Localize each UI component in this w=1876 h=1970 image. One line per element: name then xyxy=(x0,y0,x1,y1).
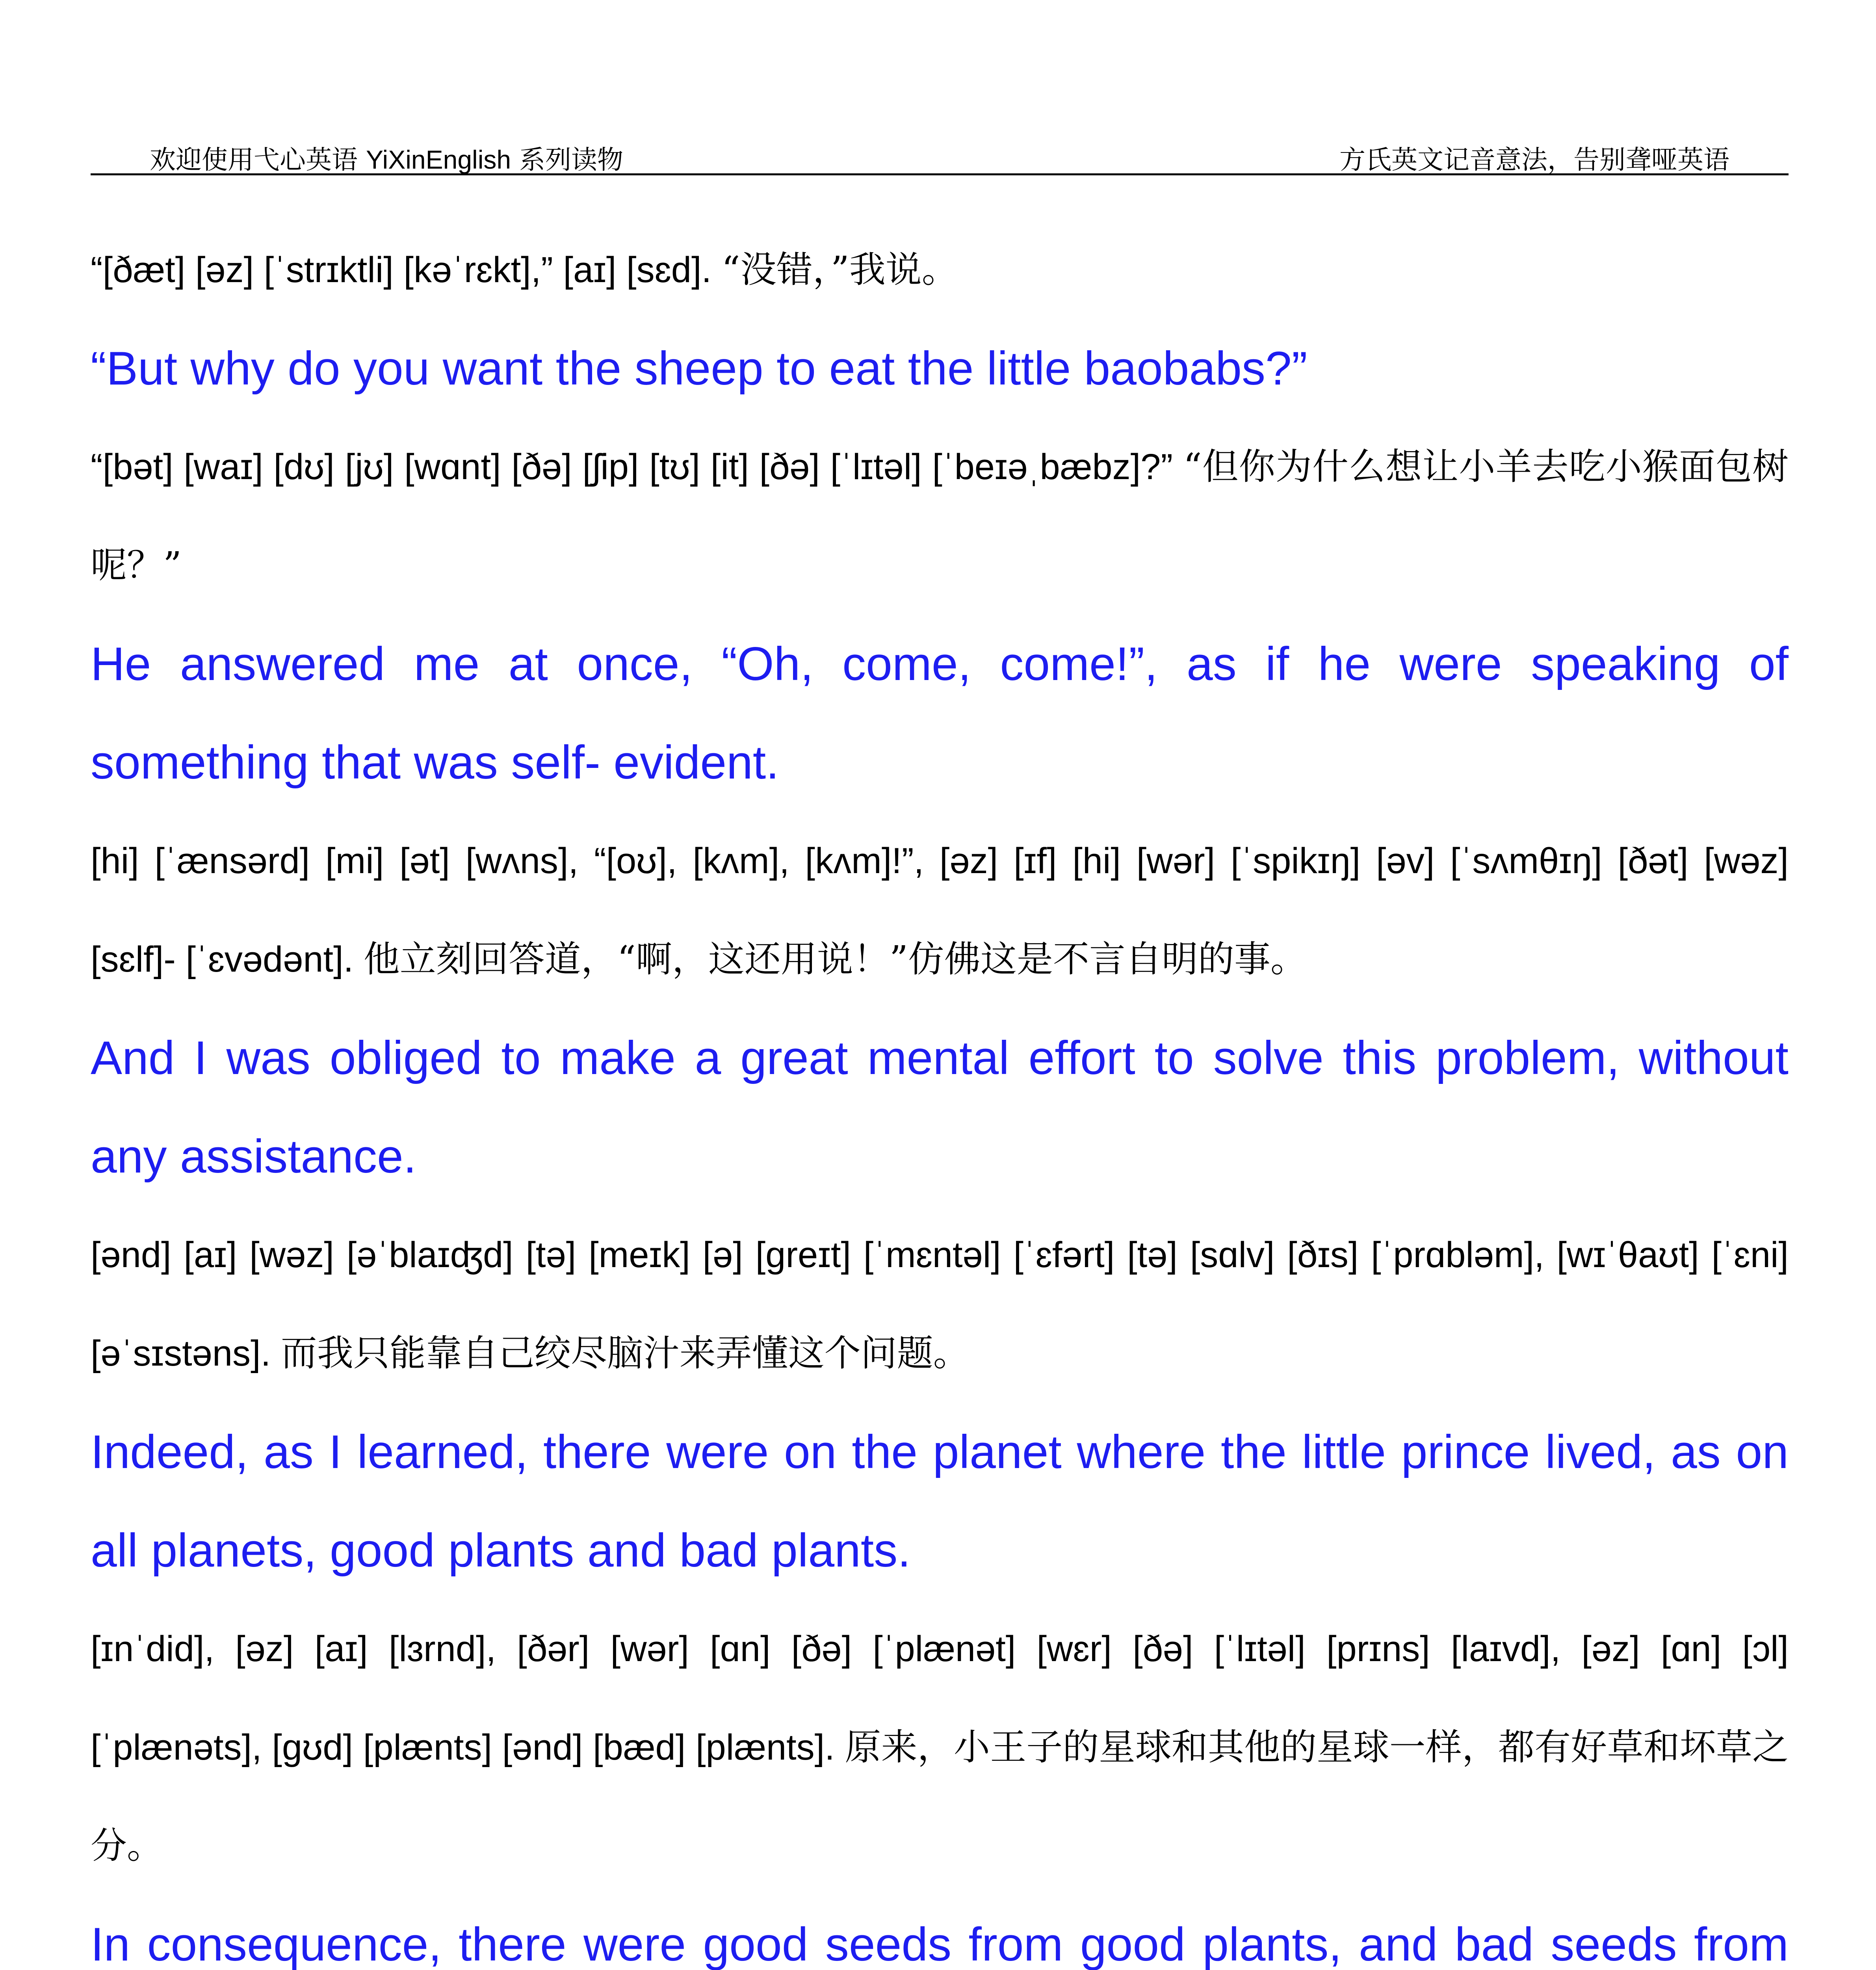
phonetic-text: “[bət] [waɪ] [dʊ] [jʊ] [wɑnt] [ðə] [ʃip] [tʊ] [it] [ðə] [ˈlɪtəl] [ˈbeɪəˌbæbz]?” xyxy=(91,447,1173,487)
phonetic-line xyxy=(91,1600,1789,1895)
page-header xyxy=(91,130,1789,175)
english-sentence: In consequence, there were good seeds from good plants, and bad seeds from xyxy=(91,1918,1789,1970)
phonetic-line xyxy=(91,221,1789,319)
chinese-translation: “没错，”我说。 xyxy=(721,249,958,291)
english-sentence: He answered me at once, “Oh, come, come!”, as if he were speaking of something that was self- evident. xyxy=(91,637,1789,789)
chinese-translation: 原来，小王子的星球和其他的星球一样，都有好草和坏草之分。 xyxy=(91,1726,1789,1867)
phonetic-text: [hi] [ˈænsərd] [mi] [ət] [wʌns], “[oʊ], [kʌm], [kʌm]!”, [əz] [ɪf] [hi] [wər] [ˈspikɪŋ] [əv] [ˈsʌmθɪŋ] [ðət] [wəz] [sɛlf]- [ˈɛvədənt]. xyxy=(91,841,1789,979)
chinese-translation: “但你为什么想让小羊去吃小猴面包树呢？” xyxy=(91,446,1789,586)
phonetic-text: [ənd] [aɪ] [wəz] [əˈblaɪʤd] [tə] [meɪk] [ə] [greɪt] [ˈmɛntəl] [ˈɛfərt] [tə] [sɑlv] [ðɪs] [ˈprɑbləm], [wɪˈθaʊt] [ˈɛni] [əˈsɪstəns]. xyxy=(91,1235,1789,1373)
header-slogan: 方氏英文记音意法，告别聋哑英语 xyxy=(1339,145,1729,175)
header-brand: YiXinEnglish xyxy=(366,145,511,174)
english-sentence: And I was obliged to make a great mental effort to solve this problem, without any assistance. xyxy=(91,1031,1789,1183)
header-series-title xyxy=(150,139,623,176)
chinese-translation: 而我只能靠自己绞尽脑汁来弄懂这个问题。 xyxy=(280,1332,970,1374)
phonetic-line xyxy=(91,812,1789,1009)
header-series-suffix: 系列读物 xyxy=(511,145,624,175)
page-content xyxy=(91,221,1789,1970)
phonetic-line xyxy=(91,418,1789,615)
english-sentence: “But why do you want the sheep to eat the little baobabs?” xyxy=(91,342,1308,395)
phonetic-text: “[ðæt] [əz] [ˈstrɪktli] [kəˈrɛkt],” [aɪ] [sɛd]. xyxy=(91,250,712,290)
chinese-translation: 他立刻回答道，“啊，这还用说！”仿佛这是不言自明的事。 xyxy=(363,938,1307,980)
english-sentence: Indeed, as I learned, there were on the planet where the little prince lived, as on all planets, good plants and bad plants. xyxy=(91,1425,1789,1577)
header-series-prefix: 欢迎使用弋心英语 xyxy=(150,145,366,175)
phonetic-line xyxy=(91,1206,1789,1403)
phonetic-text: [ɪnˈdid], [əz] [aɪ] [lɜrnd], [ðər] [wər] [ɑn] [ðə] [ˈplænət] [wɛr] [ðə] [ˈlɪtəl] [prɪns] [laɪvd], [əz] [ɑn] [ɔl] [ˈplænəts], [gʊd] [plænts] [ənd] [bæd] [plænts]. xyxy=(91,1629,1789,1767)
